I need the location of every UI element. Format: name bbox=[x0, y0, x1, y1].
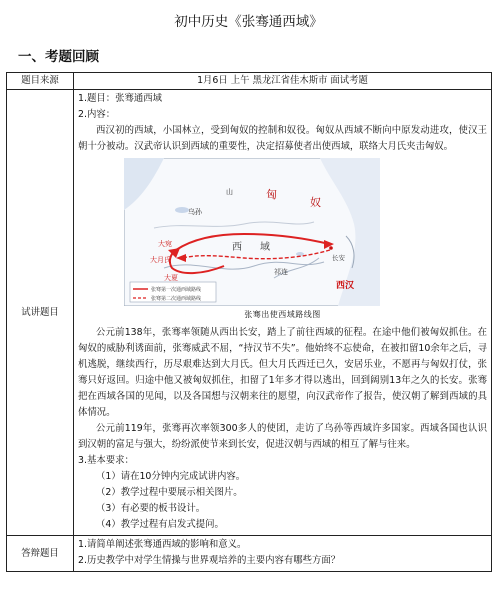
section-heading: 一、考题回顾 bbox=[18, 49, 99, 65]
map-label-wusun: 乌孙 bbox=[188, 208, 202, 216]
requirement-item: （3）有必要的板书设计。 bbox=[96, 503, 206, 514]
requirement-item: （2）教学过程中要展示相关图片。 bbox=[96, 487, 243, 498]
map-label-daxia: 大夏 bbox=[164, 274, 178, 282]
requirement-item: （1）请在10分钟内完成试讲内容。 bbox=[96, 471, 246, 482]
map-label-changan: 长安 bbox=[332, 254, 345, 262]
route-map-image bbox=[124, 158, 380, 306]
lecture-topic: 1.题目：张骞通西域 bbox=[78, 93, 162, 104]
defense-label: 答辩题目 bbox=[7, 536, 74, 572]
defense-question-1: 1.请简单阐述张骞通西域的影响和意义。 bbox=[78, 539, 247, 550]
lecture-content bbox=[74, 90, 492, 536]
map-label-nu: 奴 bbox=[310, 196, 321, 209]
map-legend-route1: 张骞第一次通西域路线 bbox=[151, 287, 202, 293]
map-label-xihan: 西汉 bbox=[336, 281, 355, 291]
map-label-yu: 域 bbox=[260, 242, 270, 253]
defense-content bbox=[74, 536, 492, 572]
document-title: 初中历史《张骞通西域》 bbox=[174, 14, 323, 30]
map-label-dayuezhi: 大月氏 bbox=[150, 256, 171, 264]
lecture-label: 试讲题目 bbox=[7, 90, 74, 536]
paragraph-second-mission: 公元前119年，张骞再次率领300多人的使团，走访了乌孙等西域许多国家。西域各国也认识到汉朝的富足与强大，纷纷派使节来到长安，促进汉朝与西域的相互了解与往来。 bbox=[78, 423, 487, 450]
map-label-xi: 西 bbox=[232, 242, 242, 253]
route-map bbox=[124, 158, 380, 306]
map-caption: 张骞出使西域路线图 bbox=[244, 310, 321, 319]
lecture-row bbox=[7, 90, 492, 536]
exam-table bbox=[6, 72, 492, 572]
defense-row bbox=[7, 536, 492, 572]
source-label: 题目来源 bbox=[7, 73, 74, 90]
requirement-item: （4）教学过程有启发式提问。 bbox=[96, 519, 224, 530]
source-value: 1月6日 上午 黑龙江省佳木斯市 面试考题 bbox=[74, 73, 492, 90]
paragraph-intro: 西汉初的西域，小国林立，受到匈奴的控制和奴役。匈奴从西域不断向中原发动进攻，使汉王朝十分被动。汉武帝认识到西域的重要性，决定招募使者出使西域，联络大月氏夹击匈奴。 bbox=[78, 125, 487, 152]
map-label-shan: 山 bbox=[226, 188, 233, 196]
paragraph-first-mission: 公元前138年，张骞率领随从西出长安，踏上了前往西域的征程。在途中他们被匈奴抓住。在匈奴的威胁利诱面前，张骞威武不屈，“持汉节不失”。他始终不忘使命，在被扣留10余年之后，寻机逃脱，继续西行，历尽艰难达到大月氏。但大月氏西迁已久，安居乐业，不愿再与匈奴打仗，张骞只好返回。归途中他又被匈奴抓住，扣留了1年多才得以逃出，回到阔别13年之久的长安。张骞把在西域各国的见闻，以及各国想与汉朝来往的愿望，向汉武帝作了报告，使汉朝了解到西域的具体情况。 bbox=[78, 327, 487, 418]
map-label-qilian: 祁连 bbox=[274, 268, 288, 276]
lecture-content-label: 2.内容： bbox=[78, 109, 116, 120]
source-row bbox=[7, 73, 492, 90]
map-label-xiong: 匈 bbox=[266, 188, 277, 201]
map-legend-route2: 张骞第二次通西域路线 bbox=[151, 296, 202, 302]
map-label-dayuan: 大宛 bbox=[158, 240, 172, 248]
defense-question-2: 2.历史教学中对学生情操与世界观培养的主要内容有哪些方面？ bbox=[78, 555, 341, 566]
requirements-title: 3.基本要求： bbox=[78, 455, 134, 466]
